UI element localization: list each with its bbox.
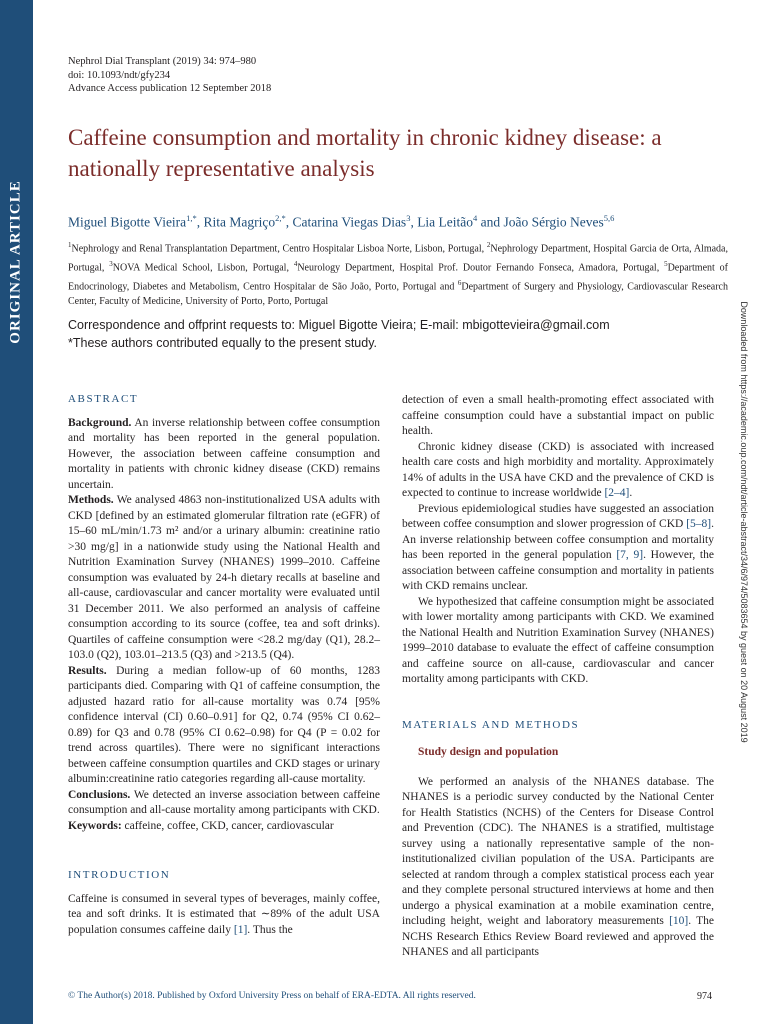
- intro-paragraph-1: [68, 892, 380, 939]
- background-label: Background.: [68, 416, 132, 429]
- author-affiliation-sup: 5,6: [603, 213, 615, 223]
- introduction-heading: INTRODUCTION: [68, 869, 171, 881]
- citation-link[interactable]: [7, 9]: [616, 549, 644, 561]
- doi[interactable]: doi: 10.1093/ndt/gfy234: [68, 69, 171, 81]
- results-text: During a median follow-up of 60 months, 1283 participants died. Comparing with Q1 of caffeine consumption, the adjusted hazard ratio for all-cause mortality was 0.74 [95% confidence interval (CI) 0.60–0.91] for Q2, 0.74 (95% CI 0.62–0.89) for Q3 and 0.78 (95% CI 0.62–0.98) for Q4 (P = 0.02 for trend across quartiles). There were no significant interactions between caffeine consumption quartiles and CKD stages or urinary albumin:creatinine ratio categories regarding all-cause mortality.: [68, 664, 380, 785]
- affiliation-text: Nephrology and Renal Transplantation Department, Centro Hospitalar Lisboa Norte, Lisbon, Portugal,: [71, 243, 487, 255]
- methods-label: Methods.: [68, 494, 114, 506]
- intro-paragraph-4: We hypothesized that caffeine consumption might be associated with lower mortality among participants with CKD. We examined the National Health and Nutrition Examination Survey (NHANES) 1999–2010 database to evaluate the effect of caffeine consumption and caffeine source on all-cause, cardiovascular and cancer mortality among participants with CKD.: [402, 595, 714, 685]
- affiliation-sup: 2: [486, 241, 491, 249]
- citation-link[interactable]: [10]: [669, 915, 689, 927]
- affiliation-text: Neurology Department, Hospital Prof. Doutor Fernando Fonseca, Amadora, Portugal,: [297, 262, 665, 274]
- results-label: Results.: [68, 664, 107, 677]
- author-affiliation-sup: 1,*: [186, 213, 197, 223]
- right-column: [402, 393, 714, 961]
- author-name[interactable]: Miguel Bigotte Vieira: [68, 214, 187, 230]
- intro-p2-text: Chronic kidney disease (CKD) is associated with increased health care costs and high morbidity and mortality. Approximately 14% of adults in the USA have CKD and the prevalence of CKD is expected to continue to increase worldwide: [402, 440, 714, 499]
- methods-text: We analysed 4863 non-institutionalized USA adults with CKD [defined by an estimated glomerular filtration rate (eGFR) of 15–60 mL/min/1.73 m² and/or a urinary albumin: creatinine ratio >30 mg/g] in a nationwide study using the National Health and Nutrition Examination Survey (NHANES) 1999–2010. Caffeine consumption was evaluated by 24-h dietary recalls at baseline and all-cause, cardiovascular and cancer mortality were evaluated until 31 December 2011. We also performed an analysis of caffeine consumption according to its source (coffee, tea and soft drinks). Quartiles of caffeine consumption were <28.2 mg/day (Q1), 28.2–103.0 (Q2), 103.01–213.5 (Q3) and >213.5 (Q4).: [68, 494, 380, 661]
- article-type-sidebar: [0, 0, 33, 1024]
- affiliations: [68, 238, 728, 310]
- copyright-notice: © The Author(s) 2018. Published by Oxford University Press on behalf of ERA-EDTA. All rights reserved.: [68, 991, 476, 1001]
- left-column: [68, 392, 380, 938]
- affiliation-text: Nephrology Department, Hospital Garcia de Orta, Almada, Portugal,: [68, 243, 728, 274]
- abstract-methods: [68, 493, 380, 664]
- page-number: 974: [697, 991, 712, 1002]
- methods-subheading: Study design and population: [418, 746, 559, 758]
- background-text: An inverse relationship between coffee consumption and mortality has been reported in the general population. However, the association between caffeine consumption and mortality in patients with chronic kidney disease (CKD) remains uncertain.: [68, 416, 380, 491]
- equal-contribution-note: *These authors contributed equally to the present study.: [68, 336, 377, 350]
- methods-heading: MATERIALS AND METHODS: [402, 718, 580, 731]
- intro-p3-mid: . An inverse relationship between coffee consumption and mortality has been reported in the general population: [402, 518, 714, 561]
- author-name[interactable]: Rita Magriço: [203, 214, 276, 230]
- author-separator: ,: [285, 214, 293, 230]
- methods-p1-text: We performed an analysis of the NHANES database. The NHANES is a periodic survey conducted by the National Center for Health Statistics (NCHS) of the Centers for Disease Control and Prevention (CDC). The NHANES is a stratified, multistage survey using a nationally representative sample of the non-institutionalized civilian population of the USA. Participants are selected at random through a complex statistical process each year and they complete personal structured interviews at home and then undergo a physical examination at a mobile examination centre, including height, weight and laboratory measurements: [402, 775, 714, 927]
- methods-paragraph-1: [402, 775, 714, 961]
- abstract-background: [68, 416, 380, 494]
- journal-header: [68, 55, 271, 96]
- intro-p3-text: Previous epidemiological studies have suggested an association between coffee consumption and slower progression of CKD: [402, 502, 714, 530]
- abstract-conclusions: [68, 788, 380, 819]
- methods-p1-end: . The NCHS Research Ethics Review Board reviewed and approved the NHANES and all participants: [402, 915, 714, 958]
- journal-citation: Nephrol Dial Transplant (2019) 34: 974–980: [68, 56, 257, 67]
- article-type-label: ORIGINAL ARTICLE: [7, 180, 24, 344]
- intro-paragraph-1-continued: [402, 393, 714, 440]
- citation-link[interactable]: [1]: [233, 923, 248, 936]
- affiliation-text: Department of Surgery and Physiology, Cardiovascular Research Center, Faculty of Medicine, University of Porto, Porto, Portugal: [68, 280, 728, 308]
- author-name[interactable]: Catarina Viegas Dias: [292, 214, 407, 230]
- affiliation-text: Department of Endocrinology, Diabetes and Metabolism, Centro Hospitalar de São João, Porto, Portugal and: [68, 262, 728, 292]
- affiliation-sup: 3: [109, 259, 113, 268]
- article-title: Caffeine consumption and mortality in chronic kidney disease: a nationally representative analysis: [68, 125, 662, 181]
- keywords: [68, 819, 380, 835]
- intro-p1-continued: . Thus the: [247, 923, 293, 936]
- author-separator: ,: [410, 214, 418, 230]
- conclusions-label: Conclusions.: [68, 788, 131, 801]
- intro-paragraph-2: [402, 440, 714, 502]
- citation-link[interactable]: [2–4]: [604, 487, 630, 499]
- abstract-heading: ABSTRACT: [68, 393, 139, 405]
- access-date: Advance Access publication 12 September 2018: [68, 83, 272, 94]
- author-separator: ,: [196, 214, 204, 230]
- intro-p1-text: Caffeine is consumed in several types of beverages, mainly coffee, tea and soft drinks. It is estimated that ∼89% of the adult USA population consumes caffeine daily: [68, 892, 380, 936]
- abstract-results: [68, 664, 380, 788]
- affiliation-text: NOVA Medical School, Lisbon, Portugal,: [112, 262, 294, 274]
- author-separator: and: [477, 214, 504, 230]
- conclusions-text: We detected an inverse association between caffeine consumption and all-cause mortality among participants with CKD.: [68, 788, 380, 816]
- author-list: [68, 213, 728, 231]
- author-name[interactable]: João Sérgio Neves: [503, 214, 604, 230]
- affiliation-sup: 5: [664, 259, 668, 268]
- keywords-text: caffeine, coffee, CKD, cancer, cardiovascular: [121, 819, 334, 832]
- keywords-label: Keywords:: [68, 819, 122, 832]
- author-affiliation-sup: 4: [473, 213, 478, 223]
- intro-p2-end: .: [629, 487, 633, 499]
- intro-paragraph-3: [402, 502, 714, 595]
- correspondence-line: Correspondence and offprint requests to: Miguel Bigotte Vieira; E-mail: mbigottevieira@gmail.com: [68, 318, 610, 332]
- correspondence-block: [68, 316, 728, 352]
- author-affiliation-sup: 3: [406, 213, 411, 223]
- download-watermark: Downloaded from https://academic.oup.com/ndt/article-abstract/34/6/974/5083654 by guest on 20 August 2019: [739, 301, 749, 743]
- affiliation-sup: 6: [457, 278, 462, 287]
- intro-p3-end: . However, the association between caffeine consumption and mortality in patients with CKD remains unclear.: [402, 549, 714, 592]
- affiliation-sup: 4: [293, 259, 298, 268]
- intro-p1-continued-text: detection of even a small health-promoting effect associated with caffeine consumption could have a substantial impact on public health.: [402, 394, 714, 437]
- affiliation-sup: 1: [68, 241, 72, 249]
- citation-link[interactable]: [5–8]: [686, 518, 712, 530]
- author-affiliation-sup: 2,*: [275, 213, 286, 223]
- author-name[interactable]: Lia Leitão: [417, 214, 474, 230]
